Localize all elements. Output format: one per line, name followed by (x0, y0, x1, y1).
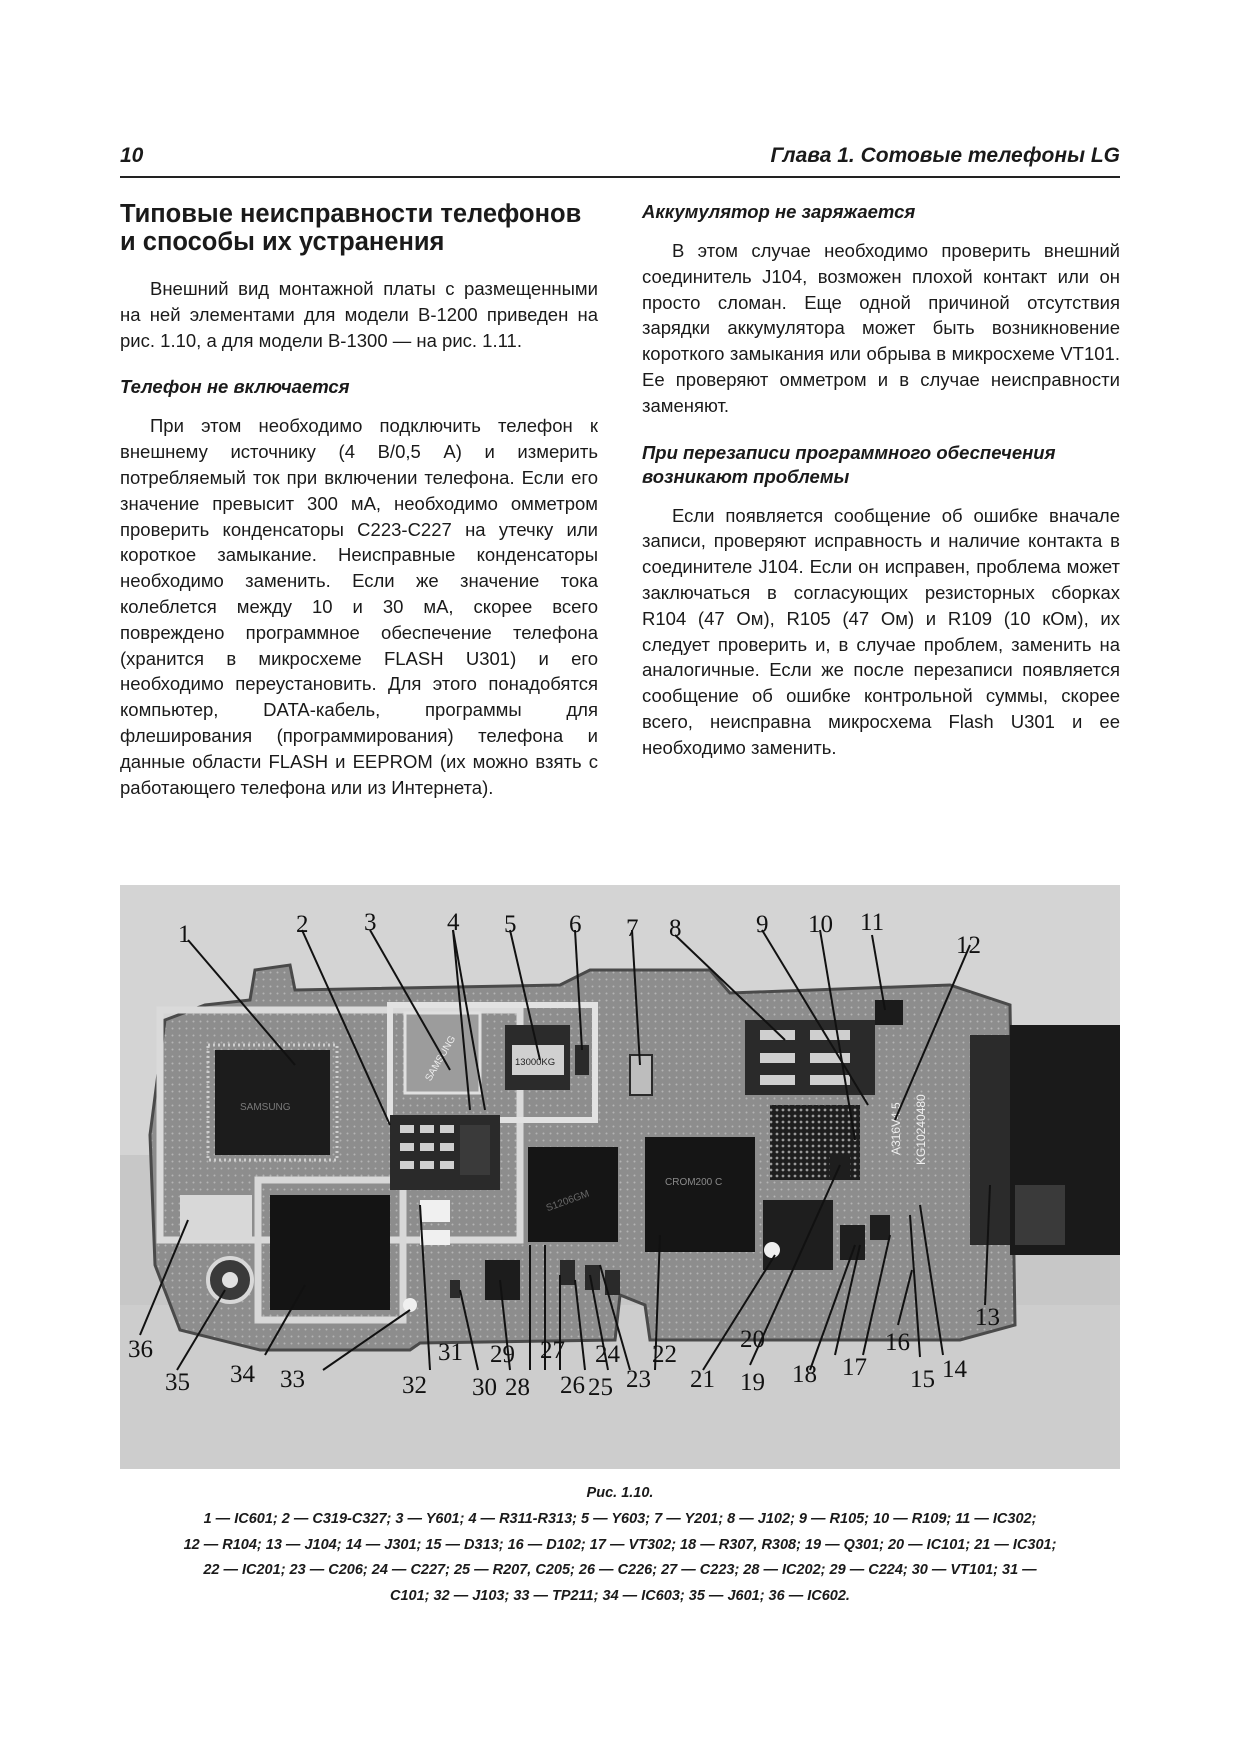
transistor-q301 (830, 1155, 850, 1180)
board-marking-a316: A316V4.5 (889, 1102, 903, 1155)
caption-line-1: 1 — IC601; 2 — C319-C327; 3 — Y601; 4 — R311-R313; 5 — Y603; 7 — Y201; 8 — J102; 9 — R105; 10 — R109; 11 — IC302; (203, 1511, 1037, 1527)
intro-paragraph: Внешний вид монтажной платы с размещенными на ней элементами для модели B-1200 приведен на рис. 1.10, а для модели B-1300 — на рис. 1.11. (120, 278, 598, 351)
callout-33: 33 (280, 1366, 305, 1393)
callout-26: 26 (560, 1372, 585, 1399)
callout-6: 6 (569, 911, 582, 938)
callout-1: 1 (178, 921, 191, 948)
callout-9: 9 (756, 911, 769, 938)
caption-line-4: C101; 32 — J103; 33 — TP211; 34 — IC603; 35 — J601; 36 — IC602. (390, 1587, 850, 1604)
board-marking-kg: KG10240480 (914, 1094, 928, 1165)
page-number: 10 (120, 144, 144, 167)
callout-18: 18 (792, 1361, 817, 1388)
subsection-title-no-charge: Аккумулятор не заряжается (642, 201, 916, 222)
callout-22: 22 (652, 1341, 677, 1368)
callout-17: 17 (842, 1354, 867, 1381)
callout-4: 4 (447, 909, 460, 936)
callout-19: 19 (740, 1369, 765, 1396)
chip-ic302 (875, 1000, 903, 1025)
callout-21: 21 (690, 1366, 715, 1393)
caption-legend (110, 1507, 1130, 1609)
callout-23: 23 (626, 1366, 651, 1393)
chip-ic202-label: S1206GM (544, 1188, 591, 1215)
chip-ic201 (645, 1137, 755, 1252)
flash-title-line1: При перезаписи программного обеспечения (642, 441, 1056, 463)
callout-16: 16 (885, 1329, 910, 1356)
callout-11: 11 (860, 909, 885, 936)
chip-ic201-label: CROM200 C (665, 1177, 723, 1188)
pcb-figure (120, 885, 1120, 1469)
callout-36: 36 (128, 1336, 153, 1363)
callout-24: 24 (595, 1341, 620, 1368)
callout-14: 14 (942, 1356, 967, 1383)
callout-7: 7 (626, 915, 639, 942)
callout-25: 25 (588, 1374, 613, 1401)
callout-35: 35 (165, 1369, 190, 1396)
callout-12: 12 (956, 932, 981, 959)
right-column (642, 200, 1120, 783)
callout-32: 32 (402, 1372, 427, 1399)
caption-title: Рис. 1.10. (586, 1485, 654, 1501)
section-title-line2: и способы их устранения (120, 228, 445, 256)
callout-20: 20 (740, 1326, 765, 1353)
callout-30: 30 (472, 1374, 497, 1401)
chapter-title: Глава 1. Сотовые телефоны LG (770, 144, 1120, 167)
callout-27: 27 (540, 1337, 565, 1364)
callout-31: 31 (438, 1339, 463, 1366)
callout-3: 3 (364, 909, 377, 936)
caption-line-2: 12 — R104; 13 — J104; 14 — J301; 15 — D313; 16 — D102; 17 — VT302; 18 — R307, R308; 19 — Q301; 20 — IC101; 21 — IC301; (183, 1536, 1057, 1553)
caption-line-3: 22 — IC201; 23 — C206; 24 — C227; 25 — R207, C205; 26 — C226; 27 — C223; 28 — IC202; 29 — C224; 30 — VT101; 31 — (203, 1562, 1037, 1578)
section-title-line1: Типовые неисправности телефонов (120, 200, 582, 228)
no-charge-paragraph: В этом случае необходимо проверить внешний соединитель J104, возможен плохой контакт или он просто сломан. Еще одной причиной отсутствия зарядки аккумулятора может быть возникновение короткого замыкания или обрыва в микросхеме VT101. Ее проверяют омметром и в случае неисправности заменяют. (642, 240, 1120, 416)
subsection-title-no-power: Телефон не включается (120, 376, 350, 398)
flash-title-line2: возникают проблемы (642, 465, 850, 487)
section-title (120, 200, 598, 256)
chip-y601-label: SAMSUNG (423, 1033, 459, 1084)
subsection-title-flash-problems (642, 441, 1120, 489)
no-power-paragraph: При этом необходимо подключить телефон к внешнему источнику (4 В/0,5 А) и измерить потребляемый ток при включении телефона. Если его значение превысит 300 мА, необходимо омметром проверить конденсаторы C223-C227 на утечку или короткое замыкание. Неисправные конденсаторы необходимо заменить. Если же значение тока колеблется между 10 и 30 мА, скорее всего повреждено программное обеспечение телефона (хранится в микросхеме FLASH U301) и его необходимо переустановить. Для этого понадобятся компьютер, DATA-кабель, программы для флеширования (программирования) телефона и данные области FLASH и EEPROM (их можно взять с работающего телефона или из Интернета). (120, 415, 598, 798)
pcb-photo (120, 885, 1120, 1469)
callout-13: 13 (975, 1304, 1000, 1331)
crystal-y201 (630, 1055, 652, 1095)
callout-10: 10 (808, 911, 833, 938)
flash-problems-paragraph: Если появляется сообщение об ошибке вначале записи, проверяют исправность и наличие контакта в соединителе J104. Если он исправен, проблема может заключаться в согласующих резисторных сборках R104 (47 Ом), R105 (47 Ом) и R109 (10 кОм), их следует проверить и, в случае проблем, заменить на аналогичные. Если же после перезаписи появляется сообщение об ошибке контрольной суммы, скорее всего, неисправна микросхема Flash U301 и ее необходимо заменить. (642, 504, 1120, 758)
chip-ic601-label: SAMSUNG (240, 1102, 291, 1113)
callout-15: 15 (910, 1366, 935, 1393)
chip-ic602 (180, 1195, 252, 1240)
callout-29: 29 (490, 1341, 515, 1368)
page-header (120, 140, 1120, 178)
callout-28: 28 (505, 1374, 530, 1401)
figure-caption (110, 1485, 1130, 1609)
callout-34: 34 (230, 1361, 255, 1388)
callout-5: 5 (504, 911, 517, 938)
left-column (120, 200, 598, 822)
chip-ic603 (270, 1195, 390, 1310)
chip-y603-label: 13000KG (515, 1057, 556, 1068)
pad-j103 (420, 1200, 450, 1222)
callout-2: 2 (296, 911, 309, 938)
callout-8: 8 (669, 915, 682, 942)
